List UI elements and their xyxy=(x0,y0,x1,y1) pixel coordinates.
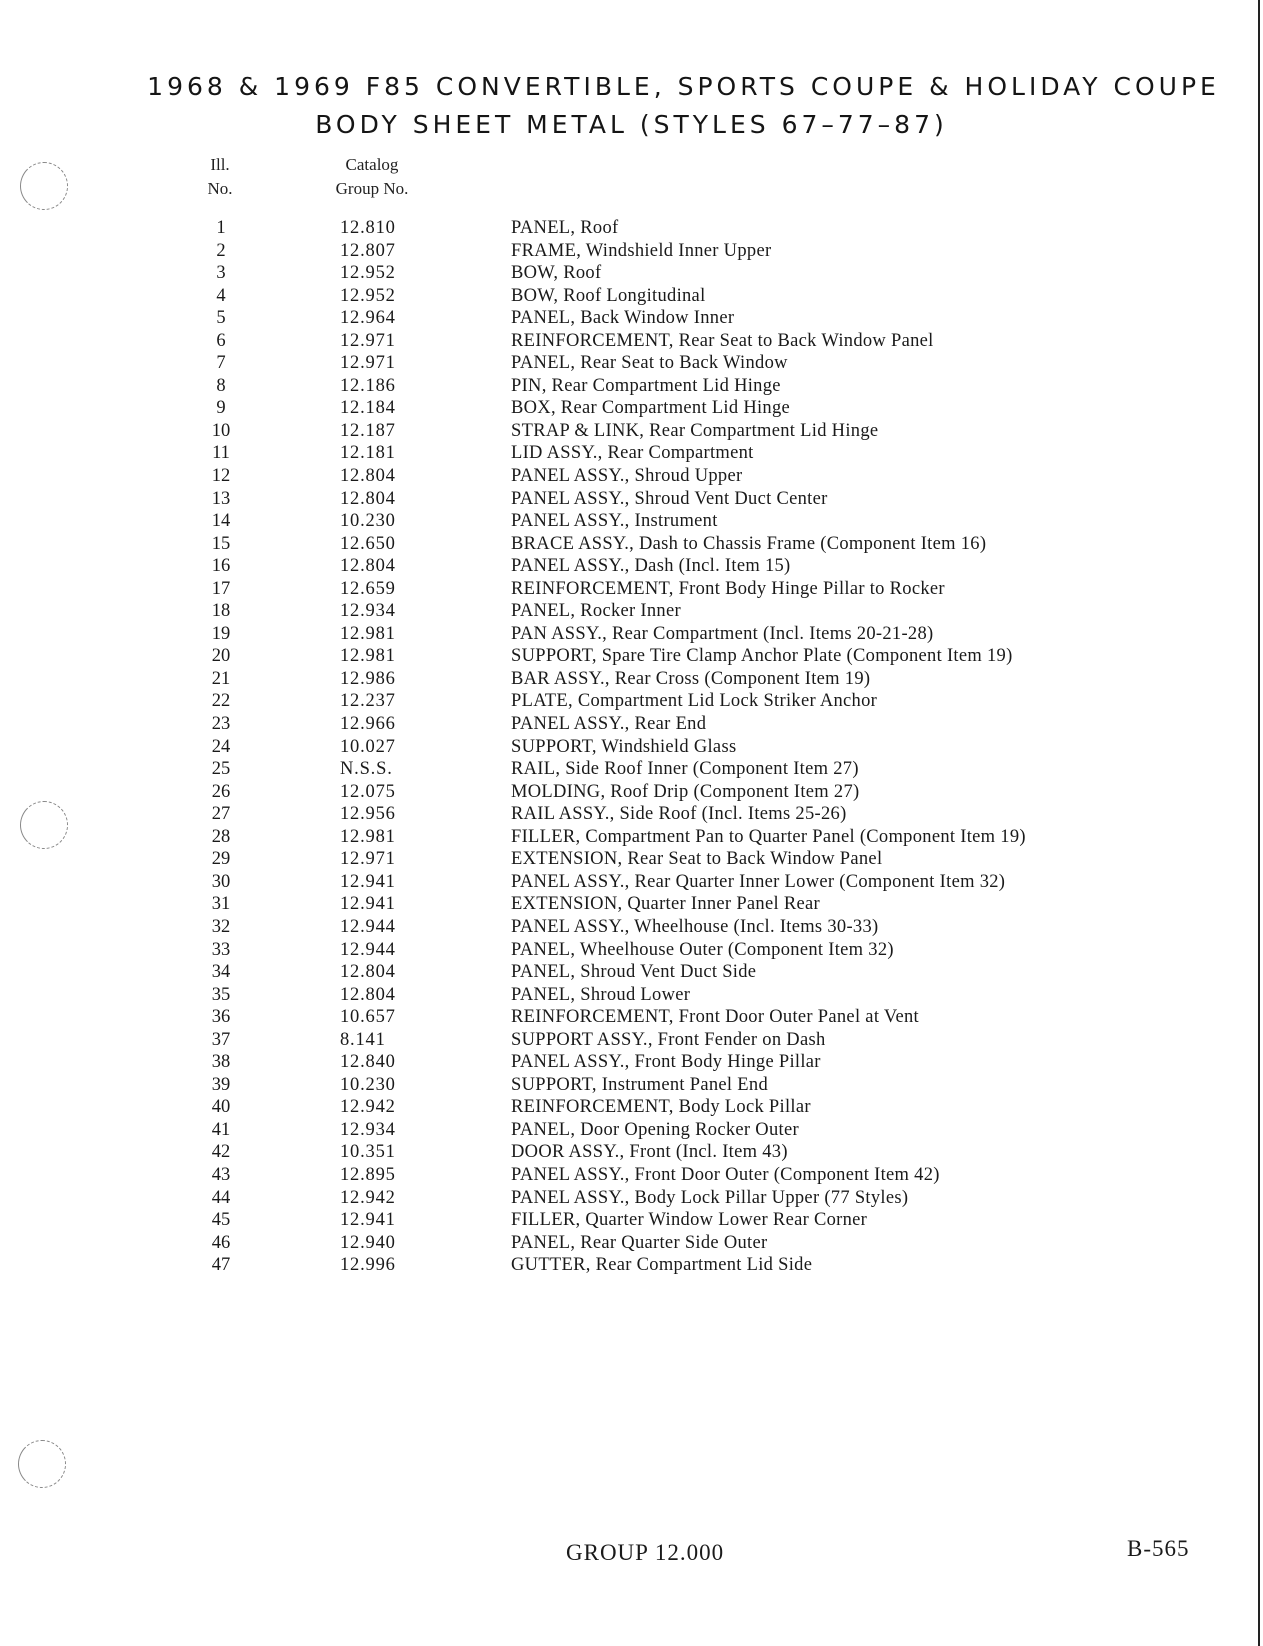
catalog-group-number: 12.952 xyxy=(340,263,396,284)
ill-number: 45 xyxy=(211,1210,231,1231)
part-description: BRACE ASSY., Dash to Chassis Frame (Component Item 16) xyxy=(511,533,987,554)
list-item xyxy=(0,781,1263,804)
ill-number: 34 xyxy=(211,962,231,983)
list-item xyxy=(0,307,1263,330)
part-description: SUPPORT ASSY., Front Fender on Dash xyxy=(511,1029,826,1050)
list-item xyxy=(0,871,1263,894)
punch-hole xyxy=(20,162,68,210)
column-header-line: No. xyxy=(207,179,233,198)
ill-number: 3 xyxy=(216,263,226,284)
list-item xyxy=(0,826,1263,849)
list-item xyxy=(0,939,1263,962)
catalog-group-number: 10.230 xyxy=(340,1074,396,1095)
part-description: PANEL ASSY., Shroud Vent Duct Center xyxy=(511,488,828,509)
part-description: PANEL, Shroud Vent Duct Side xyxy=(511,962,757,983)
ill-number: 37 xyxy=(211,1029,231,1050)
ill-number: 46 xyxy=(211,1232,231,1253)
catalog-group-number: 12.944 xyxy=(340,916,396,937)
column-header-line: Catalog xyxy=(345,155,399,174)
list-item xyxy=(0,623,1263,646)
list-item xyxy=(0,533,1263,556)
catalog-group-number: 10.230 xyxy=(340,511,396,532)
ill-number: 20 xyxy=(211,646,231,667)
list-item xyxy=(0,1232,1263,1255)
list-item xyxy=(0,375,1263,398)
part-description: DOOR ASSY., Front (Incl. Item 43) xyxy=(511,1142,788,1163)
ill-number: 33 xyxy=(211,939,231,960)
catalog-group-number: 12.934 xyxy=(340,601,396,622)
list-item xyxy=(0,1029,1263,1052)
ill-number: 38 xyxy=(211,1052,231,1073)
ill-number: 17 xyxy=(211,578,231,599)
part-description: PANEL ASSY., Rear Quarter Inner Lower (Component Item 32) xyxy=(511,871,1006,892)
catalog-group-number: 12.804 xyxy=(340,466,396,487)
list-item xyxy=(0,645,1263,668)
ill-number: 43 xyxy=(211,1164,231,1185)
part-description: PANEL, Rear Seat to Back Window xyxy=(511,353,788,374)
catalog-group-number: 12.971 xyxy=(340,849,396,870)
catalog-group-number: 8.141 xyxy=(340,1029,386,1050)
catalog-group-number: 12.986 xyxy=(340,668,396,689)
list-item xyxy=(0,668,1263,691)
column-header-line: Group No. xyxy=(335,179,409,198)
part-description: EXTENSION, Quarter Inner Panel Rear xyxy=(511,894,820,915)
catalog-group-number: 12.941 xyxy=(340,871,396,892)
catalog-group-number: 12.942 xyxy=(340,1187,396,1208)
part-description: PANEL, Shroud Lower xyxy=(511,984,691,1005)
ill-number: 21 xyxy=(211,668,231,689)
catalog-group-number: 12.807 xyxy=(340,240,396,261)
ill-number: 22 xyxy=(211,691,231,712)
list-item xyxy=(0,1254,1263,1277)
ill-number: 15 xyxy=(211,533,231,554)
catalog-group-number: 12.971 xyxy=(340,353,396,374)
part-description: PANEL, Rocker Inner xyxy=(511,601,681,622)
ill-number: 10 xyxy=(211,420,231,441)
ill-number: 39 xyxy=(211,1074,231,1095)
catalog-group-number: 12.075 xyxy=(340,781,396,802)
part-description: BOW, Roof xyxy=(511,263,602,284)
part-description: PANEL ASSY., Shroud Upper xyxy=(511,466,743,487)
parts-list xyxy=(0,217,1263,1277)
catalog-group-number: 12.996 xyxy=(340,1255,396,1276)
part-description: REINFORCEMENT, Body Lock Pillar xyxy=(511,1097,811,1118)
part-description: REINFORCEMENT, Front Door Outer Panel at Vent xyxy=(511,1007,919,1028)
part-description: STRAP & LINK, Rear Compartment Lid Hinge xyxy=(511,420,879,441)
catalog-group-number: 12.981 xyxy=(340,623,396,644)
list-item xyxy=(0,984,1263,1007)
catalog-group-number: 12.804 xyxy=(340,962,396,983)
ill-number: 13 xyxy=(211,488,231,509)
punch-hole xyxy=(18,1440,66,1488)
part-description: BAR ASSY., Rear Cross (Component Item 19) xyxy=(511,668,871,689)
part-description: PLATE, Compartment Lid Lock Striker Anchor xyxy=(511,691,878,712)
part-description: LID ASSY., Rear Compartment xyxy=(511,443,754,464)
list-item xyxy=(0,578,1263,601)
ill-number: 40 xyxy=(211,1097,231,1118)
ill-number: 36 xyxy=(211,1007,231,1028)
column-header-catalog-group xyxy=(322,153,422,201)
footer-page-number: B-565 xyxy=(1127,1536,1190,1561)
ill-number: 35 xyxy=(211,984,231,1005)
list-item xyxy=(0,465,1263,488)
part-description: SUPPORT, Spare Tire Clamp Anchor Plate (Component Item 19) xyxy=(511,646,1013,667)
list-item xyxy=(0,1187,1263,1210)
list-item xyxy=(0,352,1263,375)
part-description: PANEL, Roof xyxy=(511,218,619,238)
catalog-group-number: 12.840 xyxy=(340,1052,396,1073)
ill-number: 31 xyxy=(211,894,231,915)
catalog-group-number: 12.971 xyxy=(340,330,396,351)
catalog-group-number: 12.981 xyxy=(340,826,396,847)
ill-number: 41 xyxy=(211,1119,231,1140)
list-item xyxy=(0,240,1263,263)
list-item xyxy=(0,736,1263,759)
ill-number: 47 xyxy=(211,1255,231,1276)
column-header-line: Ill. xyxy=(210,155,230,174)
catalog-group-number: 12.944 xyxy=(340,939,396,960)
page-title: 1968 & 1969 F85 CONVERTIBLE, SPORTS COUPE & HOLIDAY COUPE xyxy=(147,72,1220,101)
catalog-group-number: 12.181 xyxy=(340,443,396,464)
catalog-group-number: 12.941 xyxy=(340,894,396,915)
ill-number: 6 xyxy=(216,330,226,351)
ill-number: 7 xyxy=(216,353,226,374)
part-description: SUPPORT, Windshield Glass xyxy=(511,736,737,757)
ill-number: 29 xyxy=(211,849,231,870)
list-item xyxy=(0,848,1263,871)
column-header-ill-no xyxy=(198,153,242,201)
ill-number: 25 xyxy=(211,759,231,780)
ill-number: 9 xyxy=(216,398,226,419)
list-item xyxy=(0,1051,1263,1074)
part-description: PANEL ASSY., Front Door Outer (Component Item 42) xyxy=(511,1164,940,1185)
catalog-group-number: 10.351 xyxy=(340,1142,396,1163)
part-description: RAIL ASSY., Side Roof (Incl. Items 25-26) xyxy=(511,804,847,825)
list-item xyxy=(0,217,1263,240)
ill-number: 14 xyxy=(211,511,231,532)
ill-number: 28 xyxy=(211,826,231,847)
list-item xyxy=(0,1119,1263,1142)
catalog-group-number: 12.981 xyxy=(340,646,396,667)
ill-number: 4 xyxy=(216,285,226,306)
list-item xyxy=(0,1164,1263,1187)
catalog-group-number: 12.659 xyxy=(340,578,396,599)
catalog-group-number: 12.650 xyxy=(340,533,396,554)
ill-number: 26 xyxy=(211,781,231,802)
list-item xyxy=(0,1141,1263,1164)
catalog-group-number: 12.895 xyxy=(340,1164,396,1185)
list-item xyxy=(0,488,1263,511)
list-item xyxy=(0,961,1263,984)
catalog-group-number: 10.027 xyxy=(340,736,396,757)
list-item xyxy=(0,330,1263,353)
list-item xyxy=(0,1006,1263,1029)
catalog-group-number: 12.956 xyxy=(340,804,396,825)
part-description: PANEL, Rear Quarter Side Outer xyxy=(511,1232,768,1253)
ill-number: 18 xyxy=(211,601,231,622)
ill-number: 19 xyxy=(211,623,231,644)
list-item xyxy=(0,713,1263,736)
part-description: PANEL ASSY., Front Body Hinge Pillar xyxy=(511,1052,821,1073)
part-description: PANEL, Back Window Inner xyxy=(511,308,735,329)
catalog-group-number: 12.184 xyxy=(340,398,396,419)
list-item xyxy=(0,397,1263,420)
catalog-group-number: 12.237 xyxy=(340,691,396,712)
ill-number: 24 xyxy=(211,736,231,757)
catalog-group-number: 12.804 xyxy=(340,488,396,509)
list-item xyxy=(0,893,1263,916)
catalog-group-number: 12.964 xyxy=(340,308,396,329)
ill-number: 2 xyxy=(216,240,226,261)
ill-number: 27 xyxy=(211,804,231,825)
list-item xyxy=(0,442,1263,465)
part-description: PANEL ASSY., Dash (Incl. Item 15) xyxy=(511,556,791,577)
part-description: FILLER, Compartment Pan to Quarter Panel (Component Item 19) xyxy=(511,826,1026,847)
ill-number: 44 xyxy=(211,1187,231,1208)
list-item xyxy=(0,262,1263,285)
ill-number: 42 xyxy=(211,1142,231,1163)
catalog-group-number: 12.934 xyxy=(340,1119,396,1140)
list-item xyxy=(0,758,1263,781)
ill-number: 1 xyxy=(216,218,226,238)
list-item xyxy=(0,916,1263,939)
list-item xyxy=(0,690,1263,713)
part-description: PANEL ASSY., Wheelhouse (Incl. Items 30-33) xyxy=(511,916,879,937)
list-item xyxy=(0,803,1263,826)
part-description: REINFORCEMENT, Front Body Hinge Pillar to Rocker xyxy=(511,578,945,599)
ill-number: 11 xyxy=(212,443,230,464)
ill-number: 30 xyxy=(211,871,231,892)
part-description: PIN, Rear Compartment Lid Hinge xyxy=(511,375,781,396)
part-description: PANEL ASSY., Instrument xyxy=(511,511,718,532)
catalog-group-number: N.S.S. xyxy=(340,759,393,780)
part-description: EXTENSION, Rear Seat to Back Window Panel xyxy=(511,849,883,870)
part-description: FILLER, Quarter Window Lower Rear Corner xyxy=(511,1210,868,1231)
list-item xyxy=(0,600,1263,623)
part-description: MOLDING, Roof Drip (Component Item 27) xyxy=(511,781,860,802)
catalog-group-number: 12.952 xyxy=(340,285,396,306)
list-item xyxy=(0,285,1263,308)
catalog-group-number: 12.186 xyxy=(340,375,396,396)
catalog-group-number: 12.810 xyxy=(340,218,396,238)
ill-number: 12 xyxy=(211,466,231,487)
list-item xyxy=(0,1096,1263,1119)
catalog-group-number: 10.657 xyxy=(340,1007,396,1028)
catalog-group-number: 12.804 xyxy=(340,984,396,1005)
catalog-group-number: 12.941 xyxy=(340,1210,396,1231)
part-description: PANEL, Wheelhouse Outer (Component Item 32) xyxy=(511,939,894,960)
ill-number: 23 xyxy=(211,714,231,735)
ill-number: 16 xyxy=(211,556,231,577)
catalog-group-number: 12.187 xyxy=(340,420,396,441)
part-description: PANEL ASSY., Body Lock Pillar Upper (77 Styles) xyxy=(511,1187,909,1208)
part-description: GUTTER, Rear Compartment Lid Side xyxy=(511,1255,813,1276)
list-item xyxy=(0,1074,1263,1097)
ill-number: 5 xyxy=(216,308,226,329)
catalog-group-number: 12.940 xyxy=(340,1232,396,1253)
catalog-group-number: 12.804 xyxy=(340,556,396,577)
ill-number: 32 xyxy=(211,916,231,937)
list-item xyxy=(0,555,1263,578)
part-description: SUPPORT, Instrument Panel End xyxy=(511,1074,768,1095)
footer-group-number: GROUP 12.000 xyxy=(566,1540,725,1565)
part-description: PANEL ASSY., Rear End xyxy=(511,714,707,735)
part-description: FRAME, Windshield Inner Upper xyxy=(511,240,772,261)
list-item xyxy=(0,1209,1263,1232)
part-description: BOW, Roof Longitudinal xyxy=(511,285,706,306)
part-description: PANEL, Door Opening Rocker Outer xyxy=(511,1119,799,1140)
list-item xyxy=(0,420,1263,443)
ill-number: 8 xyxy=(216,375,226,396)
page-subtitle: BODY SHEET METAL (STYLES 67–77–87) xyxy=(315,110,948,139)
part-description: BOX, Rear Compartment Lid Hinge xyxy=(511,398,791,419)
list-item xyxy=(0,510,1263,533)
part-description: PAN ASSY., Rear Compartment (Incl. Items 20-21-28) xyxy=(511,623,934,644)
catalog-group-number: 12.942 xyxy=(340,1097,396,1118)
catalog-group-number: 12.966 xyxy=(340,714,396,735)
part-description: RAIL, Side Roof Inner (Component Item 27) xyxy=(511,759,859,780)
part-description: REINFORCEMENT, Rear Seat to Back Window Panel xyxy=(511,330,934,351)
